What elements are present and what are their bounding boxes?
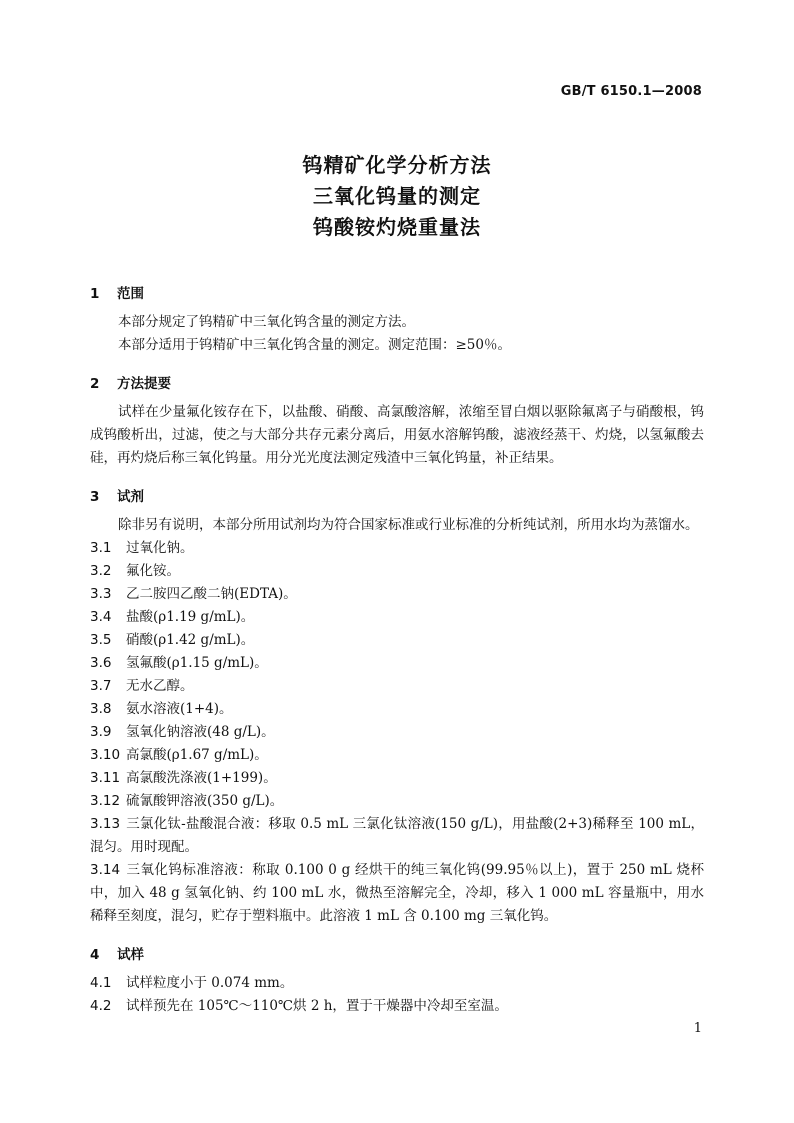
title-line: 三氧化钨量的测定 (313, 184, 481, 208)
list-item (90, 767, 704, 790)
item-number: 3.2 (90, 563, 112, 579)
item-number: 3.12 (90, 793, 121, 809)
paragraph: 试样在少量氟化铵存在下，以盐酸、硝酸、高氯酸溶解，浓缩至冒白烟以驱除氟离子与硝酸根，钨成钨酸析出，过滤，使之与大部分共存元素分离后，用氨水溶解钨酸，滤液经蒸干、灼烧，以氢氟酸去硅，再灼烧后称三氧化钨量。用分光光度法测定残渣中三氧化钨量，补正结果。 (90, 404, 704, 466)
list-item (90, 698, 704, 721)
list-item (90, 583, 704, 606)
section-heading-sample (90, 944, 704, 966)
section-title: 试剂 (117, 489, 144, 505)
item-text: 硝酸(ρ1.42 g/mL)。 (126, 632, 255, 648)
item-number: 4.1 (90, 975, 112, 991)
section-heading-scope (90, 283, 704, 305)
list-item (90, 995, 704, 1018)
list-item (90, 537, 704, 560)
title-line: 钨精矿化学分析方法 (302, 153, 492, 177)
item-number: 3.13 (90, 816, 121, 832)
list-item (90, 606, 704, 629)
item-number: 3.14 (90, 862, 121, 878)
item-text: 乙二胺四乙酸二钠(EDTA)。 (126, 586, 297, 602)
list-item (90, 744, 704, 767)
paragraph: 本部分规定了钨精矿中三氧化钨含量的测定方法。 (118, 314, 415, 330)
title-line: 钨酸铵灼烧重量法 (313, 215, 481, 239)
item-text: 盐酸(ρ1.19 g/mL)。 (126, 609, 255, 625)
item-text: 试样预先在 105℃～110℃烘 2 h，置于干燥器中冷却至室温。 (126, 998, 508, 1014)
item-text: 氨水溶液(1+4)。 (126, 701, 233, 717)
page-number: 1 (693, 1021, 702, 1036)
list-item (90, 652, 704, 675)
document-body (90, 275, 704, 1018)
section-number: 2 (90, 376, 100, 392)
list-item (90, 560, 704, 583)
paragraph: 除非另有说明，本部分所用试剂均为符合国家标准或行业标准的分析纯试剂，所用水均为蒸馏水。 (118, 517, 699, 533)
item-number: 3.11 (90, 770, 121, 786)
item-number: 4.2 (90, 998, 112, 1014)
item-number: 3.7 (90, 678, 112, 694)
standard-code: GB/T 6150.1—2008 (560, 84, 702, 99)
item-text: 过氧化钠。 (126, 540, 194, 556)
item-number: 3.9 (90, 724, 112, 740)
item-number: 3.6 (90, 655, 112, 671)
item-text: 无水乙醇。 (126, 678, 194, 694)
item-number: 3.3 (90, 586, 112, 602)
item-text: 高氯酸洗涤液(1+199)。 (126, 770, 277, 786)
item-text: 试样粒度小于 0.074 mm。 (126, 975, 294, 991)
list-item (90, 629, 704, 652)
section-title: 范围 (117, 286, 144, 302)
item-text: 氢氧化钠溶液(48 g/L)。 (126, 724, 275, 740)
item-number: 3.5 (90, 632, 112, 648)
section-number: 1 (90, 286, 100, 302)
item-text: 三氧化钨标准溶液：称取 0.100 0 g 经烘干的纯三氧化钨(99.95％以上)，置于 250 mL 烧杯中，加入 48 g 氢氧化钠、约 100 mL 水，微热至溶解完全，冷却，移入 1 000 mL 容量瓶中，用水稀释至刻度，混匀，贮存于塑料瓶中。此溶液 1 mL 含 0.100 mg 三氧化钨。 (90, 862, 704, 924)
item-text: 硫氰酸钾溶液(350 g/L)。 (126, 793, 284, 809)
item-text: 氢氟酸(ρ1.15 g/mL)。 (126, 655, 268, 671)
section-number: 4 (90, 947, 100, 963)
section-heading-method (90, 373, 704, 395)
section-heading-reagents (90, 486, 704, 508)
list-item (90, 972, 704, 995)
item-text: 三氯化钛-盐酸混合液：移取 0.5 mL 三氯化钛溶液(150 g/L)，用盐酸(2+3)稀释至 100 mL，混匀。用时现配。 (90, 816, 704, 855)
item-text: 氟化铵。 (126, 563, 180, 579)
item-number: 3.8 (90, 701, 112, 717)
item-number: 3.4 (90, 609, 112, 625)
item-number: 3.10 (90, 747, 121, 763)
paragraph: 本部分适用于钨精矿中三氧化钨含量的测定。测定范围：≥50％。 (118, 337, 511, 353)
list-item (90, 790, 704, 813)
list-item (90, 859, 704, 928)
item-number: 3.1 (90, 540, 112, 556)
document-title (0, 150, 794, 243)
section-title: 方法提要 (117, 376, 171, 392)
list-item (90, 721, 704, 744)
list-item (90, 675, 704, 698)
section-number: 3 (90, 489, 100, 505)
section-title: 试样 (117, 947, 144, 963)
list-item (90, 813, 704, 859)
item-text: 高氯酸(ρ1.67 g/mL)。 (126, 747, 268, 763)
